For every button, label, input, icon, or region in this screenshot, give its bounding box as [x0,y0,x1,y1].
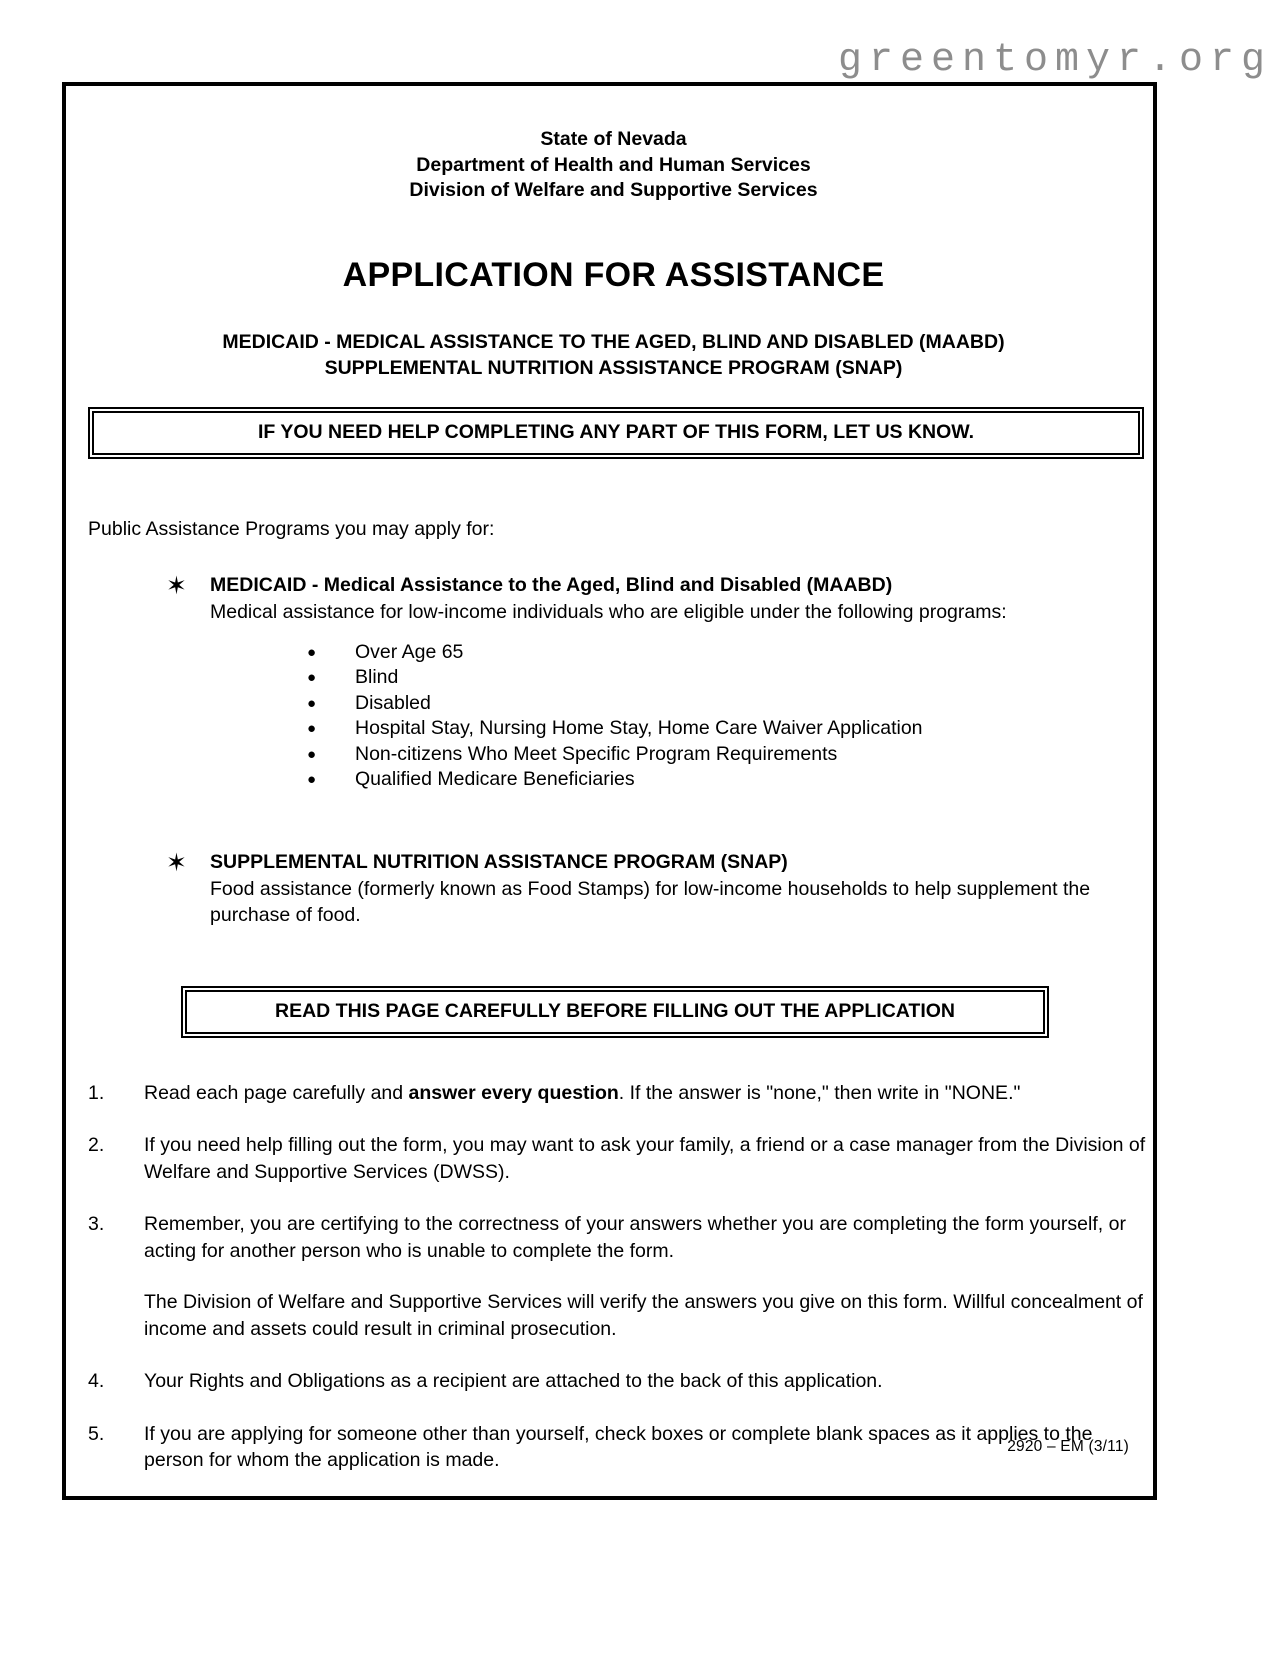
dot-bullet-icon: ● [307,643,317,661]
agency-header [66,127,1161,204]
agency-line-state: State of Nevada [540,128,687,150]
star-bullet-icon: ✶ [166,848,187,877]
instruction-text-segment: . If the answer is "none," then write in "NONE." [618,1081,1021,1104]
document-page-border [62,82,1157,1500]
list-item-label: Blind [355,666,399,688]
instruction-item-5 [88,1421,1151,1474]
instruction-text [144,1421,1151,1474]
program-medicaid [166,572,1161,793]
help-callout-box [88,407,1144,459]
instruction-item-1 [88,1080,1151,1107]
instruction-number: 2. [88,1134,105,1156]
subtitle-medicaid: MEDICAID - MEDICAL ASSISTANCE TO THE AGED, BLIND AND DISABLED (MAABD) [222,330,1005,353]
program-snap-description: Food assistance (formerly known as Food Stamps) for low-income households to help supplement the purchase of food. [210,877,1091,926]
program-medicaid-eligibility-list [210,640,1161,793]
instruction-text-segment: Your Rights and Obligations as a recipient are attached to the back of this application. [144,1370,883,1392]
list-item-label: Over Age 65 [355,640,464,663]
subtitle-snap: SUPPLEMENTAL NUTRITION ASSISTANCE PROGRAM (SNAP) [324,356,903,379]
instruction-text [144,1368,1151,1395]
list-item [210,742,1161,768]
list-item [210,716,1161,742]
instruction-item-4 [88,1368,1151,1395]
site-watermark: greentomyr.org [837,38,1272,83]
instruction-text-paragraph-2: The Division of Welfare and Supportive Services will verify the answers you give on this form. Willful concealment of income and assets could result in criminal prosecution. [144,1291,1143,1340]
instruction-number: 1. [88,1081,105,1104]
list-item-label: Hospital Stay, Nursing Home Stay, Home Care Waiver Application [355,717,923,739]
list-item [210,767,1161,793]
read-callout-text: READ THIS PAGE CAREFULLY BEFORE FILLING OUT THE APPLICATION [185,990,1045,1034]
star-bullet-icon: ✶ [166,571,187,600]
program-medicaid-title: MEDICAID - Medical Assistance to the Aged, Blind and Disabled (MAABD) [210,573,893,596]
program-medicaid-body [210,572,1161,793]
agency-line-department: Department of Health and Human Services [416,153,811,176]
dot-bullet-icon: ● [307,745,317,763]
instruction-number: 4. [88,1370,105,1392]
page-title: APPLICATION FOR ASSISTANCE [342,255,885,294]
form-id-footer: 2920 – EM (3/11) [1007,1438,1129,1455]
dot-bullet-icon: ● [307,720,317,737]
page-subtitle [66,329,1161,381]
instruction-text [144,1211,1151,1342]
dot-bullet-icon: ● [307,694,317,712]
document-content [66,86,1161,1500]
instruction-item-2 [88,1132,1151,1185]
read-callout-box [181,986,1049,1038]
dot-bullet-icon: ● [307,669,317,686]
list-item [210,665,1161,691]
programs-lead-text: Public Assistance Programs you may apply for: [88,517,495,540]
dot-bullet-icon: ● [307,771,317,788]
instruction-text [144,1080,1151,1107]
instruction-text-segment: Remember, you are certifying to the correctness of your answers whether you are completing the form yourself, or acting for another person who is unable to complete the form. [144,1213,1126,1262]
help-callout-text: IF YOU NEED HELP COMPLETING ANY PART OF THIS FORM, LET US KNOW. [92,411,1140,455]
list-item [210,691,1161,717]
list-item-label: Non-citizens Who Meet Specific Program Requirements [355,742,838,765]
program-snap [166,849,1161,928]
program-snap-body [210,849,1161,928]
list-item-label: Qualified Medicare Beneficiaries [355,768,635,790]
instructions-list [88,1080,1151,1474]
instruction-number: 5. [88,1422,105,1445]
instruction-text [144,1132,1151,1185]
program-medicaid-description: Medical assistance for low-income individuals who are eligible under the following programs: [210,600,1007,623]
instruction-text-emphasis: answer every question [408,1081,619,1104]
program-snap-title: SUPPLEMENTAL NUTRITION ASSISTANCE PROGRAM (SNAP) [210,850,788,873]
instruction-item-3 [88,1211,1151,1342]
agency-line-division: Division of Welfare and Supportive Services [409,179,818,201]
instruction-number: 3. [88,1213,105,1235]
list-item-label: Disabled [355,691,431,714]
list-item [210,640,1161,666]
instruction-text-segment: If you are applying for someone other than yourself, check boxes or complete blank spaces as it applies to the person for whom the application is made. [144,1422,1093,1471]
instruction-text-segment: If you need help filling out the form, you may want to ask your family, a friend or a case manager from the Division of Welfare and Supportive Services (DWSS). [144,1134,1146,1183]
instruction-text-segment: Read each page carefully and [144,1081,409,1104]
